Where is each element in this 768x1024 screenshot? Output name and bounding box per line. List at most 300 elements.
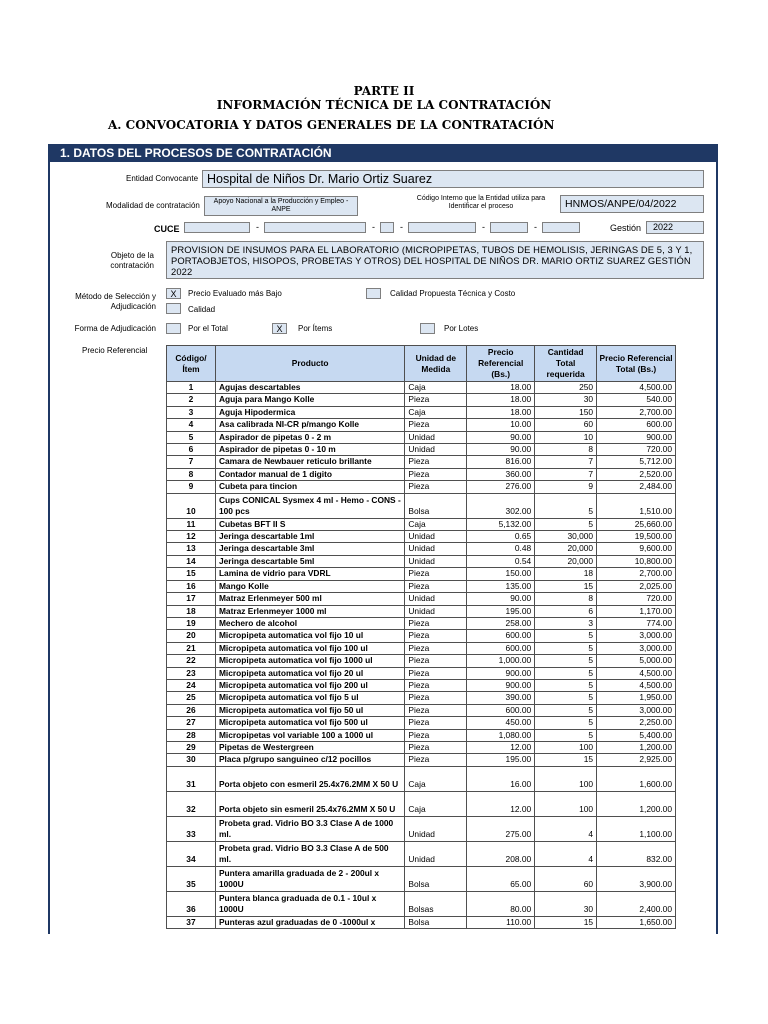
- item-code-cell: 6: [167, 444, 216, 456]
- unit-price-cell: 12.00: [467, 791, 535, 816]
- unit-price-cell: 90.00: [467, 431, 535, 443]
- product-cell: Porta objeto sin esmeril 25.4x76.2MM X 50 U: [215, 791, 404, 816]
- table-row: [167, 667, 676, 679]
- item-code-cell: 35: [167, 866, 216, 891]
- item-code-cell: 9: [167, 481, 216, 493]
- quantity-cell: 5: [535, 630, 597, 642]
- cuce-field-1[interactable]: [184, 222, 250, 233]
- unit-price-cell: 80.00: [467, 891, 535, 916]
- table-row: [167, 729, 676, 741]
- unit-cell: Pieza: [405, 754, 467, 766]
- product-cell: Micropipeta automatica vol fijo 100 ul: [215, 642, 404, 654]
- product-cell: Aspirador de pipetas 0 - 2 m: [215, 431, 404, 443]
- total-price-cell: 9,600.00: [597, 543, 676, 555]
- forma-option-3-label: Por Lotes: [444, 324, 479, 333]
- unit-price-cell: 900.00: [467, 679, 535, 691]
- total-price-cell: 1,200.00: [597, 741, 676, 753]
- cuce-field-3[interactable]: [380, 222, 394, 233]
- item-code-cell: 29: [167, 741, 216, 753]
- total-price-cell: 3,000.00: [597, 630, 676, 642]
- table-body: [167, 382, 676, 929]
- item-code-cell: 15: [167, 568, 216, 580]
- unit-price-cell: 258.00: [467, 617, 535, 629]
- unit-cell: Unidad: [405, 816, 467, 841]
- quantity-cell: 5: [535, 704, 597, 716]
- product-cell: Punteras azul graduadas de 0 -1000ul x: [215, 916, 404, 928]
- product-cell: Matraz Erlenmeyer 500 ml: [215, 593, 404, 605]
- product-cell: Mechero de alcohol: [215, 617, 404, 629]
- unit-cell: Pieza: [405, 468, 467, 480]
- total-price-cell: 3,000.00: [597, 642, 676, 654]
- metodo-label: Método de Selección y Adjudicación: [75, 292, 156, 311]
- product-cell: Jeringa descartable 5ml: [215, 555, 404, 567]
- product-cell: Contador manual de 1 digito: [215, 468, 404, 480]
- unit-price-cell: 12.00: [467, 741, 535, 753]
- item-code-cell: 22: [167, 655, 216, 667]
- unit-price-cell: 275.00: [467, 816, 535, 841]
- item-code-cell: 36: [167, 891, 216, 916]
- column-header: Producto: [215, 346, 404, 382]
- total-price-cell: 10,800.00: [597, 555, 676, 567]
- table-row: [167, 605, 676, 617]
- unit-price-cell: 1,000.00: [467, 655, 535, 667]
- item-code-cell: 1: [167, 382, 216, 394]
- quantity-cell: 60: [535, 419, 597, 431]
- unit-cell: Unidad: [405, 593, 467, 605]
- unit-cell: Unidad: [405, 555, 467, 567]
- total-price-cell: 2,700.00: [597, 406, 676, 418]
- item-code-cell: 18: [167, 605, 216, 617]
- product-cell: Pipetas de Westergreen: [215, 741, 404, 753]
- table-row: [167, 531, 676, 543]
- metodo-option-3-checkbox[interactable]: [166, 303, 181, 314]
- total-price-cell: 2,925.00: [597, 754, 676, 766]
- table-row: [167, 555, 676, 567]
- unit-price-cell: 390.00: [467, 692, 535, 704]
- unit-price-cell: 18.00: [467, 406, 535, 418]
- quantity-cell: 15: [535, 916, 597, 928]
- unit-price-cell: 195.00: [467, 605, 535, 617]
- unit-cell: Pieza: [405, 667, 467, 679]
- table-row: [167, 791, 676, 816]
- forma-option-1-label: Por el Total: [188, 324, 228, 333]
- table-row: [167, 655, 676, 667]
- quantity-cell: 8: [535, 593, 597, 605]
- total-price-cell: 2,025.00: [597, 580, 676, 592]
- product-cell: Mango Kolle: [215, 580, 404, 592]
- product-cell: Camara de Newbauer reticulo brillante: [215, 456, 404, 468]
- table-row: [167, 866, 676, 891]
- column-header: Precio Referencial Total (Bs.): [597, 346, 676, 382]
- cuce-dash: -: [482, 222, 485, 232]
- table-row: [167, 741, 676, 753]
- unit-price-cell: 360.00: [467, 468, 535, 480]
- total-price-cell: 1,100.00: [597, 816, 676, 841]
- precio-referencial-label: Precio Referencial: [82, 346, 148, 355]
- quantity-cell: 100: [535, 766, 597, 791]
- quantity-cell: 18: [535, 568, 597, 580]
- unit-cell: Caja: [405, 406, 467, 418]
- unit-price-cell: 18.00: [467, 394, 535, 406]
- total-price-cell: 2,484.00: [597, 481, 676, 493]
- unit-cell: Pieza: [405, 741, 467, 753]
- unit-price-cell: 900.00: [467, 667, 535, 679]
- product-cell: Micropipeta automatica vol fijo 200 ul: [215, 679, 404, 691]
- product-cell: Micropipeta automatica vol fijo 1000 ul: [215, 655, 404, 667]
- product-cell: Cubetas BFT II S: [215, 518, 404, 530]
- metodo-option-1-label: Precio Evaluado más Bajo: [188, 289, 282, 298]
- quantity-cell: 8: [535, 444, 597, 456]
- unit-price-cell: 16.00: [467, 766, 535, 791]
- forma-label: Forma de Adjudicación: [74, 324, 156, 333]
- unit-price-cell: 600.00: [467, 630, 535, 642]
- table-row: [167, 891, 676, 916]
- table-row: [167, 481, 676, 493]
- item-code-cell: 4: [167, 419, 216, 431]
- table-row: [167, 754, 676, 766]
- cuce-field-2[interactable]: [264, 222, 366, 233]
- item-code-cell: 17: [167, 593, 216, 605]
- total-price-cell: 5,000.00: [597, 655, 676, 667]
- quantity-cell: 6: [535, 605, 597, 617]
- unit-price-cell: 90.00: [467, 444, 535, 456]
- forma-option-1-checkbox[interactable]: [166, 323, 181, 334]
- unit-cell: Pieza: [405, 692, 467, 704]
- table-row: [167, 444, 676, 456]
- cuce-label: CUCE: [154, 224, 180, 234]
- total-price-cell: 720.00: [597, 593, 676, 605]
- product-cell: Aguja Hipodermica: [215, 406, 404, 418]
- quantity-cell: 150: [535, 406, 597, 418]
- table-row: [167, 679, 676, 691]
- unit-price-cell: 0.65: [467, 531, 535, 543]
- item-code-cell: 5: [167, 431, 216, 443]
- table-row: [167, 630, 676, 642]
- product-cell: Cubeta para tincion: [215, 481, 404, 493]
- quantity-cell: 20,000: [535, 543, 597, 555]
- quantity-cell: 30: [535, 891, 597, 916]
- item-code-cell: 34: [167, 841, 216, 866]
- modalidad-label: Modalidad de contratación: [106, 201, 200, 210]
- item-code-cell: 25: [167, 692, 216, 704]
- unit-price-cell: 65.00: [467, 866, 535, 891]
- quantity-cell: 5: [535, 493, 597, 518]
- quantity-cell: 15: [535, 580, 597, 592]
- quantity-cell: 7: [535, 456, 597, 468]
- table-row: [167, 468, 676, 480]
- unit-price-cell: 276.00: [467, 481, 535, 493]
- unit-price-cell: 302.00: [467, 493, 535, 518]
- product-cell: Jeringa descartable 3ml: [215, 543, 404, 555]
- table-row: [167, 431, 676, 443]
- item-code-cell: 33: [167, 816, 216, 841]
- item-code-cell: 19: [167, 617, 216, 629]
- item-code-cell: 13: [167, 543, 216, 555]
- unit-cell: Pieza: [405, 679, 467, 691]
- cuce-dash: -: [534, 222, 537, 232]
- unit-cell: Pieza: [405, 394, 467, 406]
- total-price-cell: 1,650.00: [597, 916, 676, 928]
- product-cell: Micropipeta automatica vol fijo 50 ul: [215, 704, 404, 716]
- quantity-cell: 5: [535, 717, 597, 729]
- total-price-cell: 2,400.00: [597, 891, 676, 916]
- metodo-option-2-checkbox[interactable]: [366, 288, 381, 299]
- item-code-cell: 7: [167, 456, 216, 468]
- section-1-title: 1. DATOS DEL PROCESOS DE CONTRATACIÓN: [48, 144, 718, 162]
- table-row: [167, 419, 676, 431]
- product-cell: Probeta grad. Vidrio BO 3.3 Clase A de 500 ml.: [215, 841, 404, 866]
- total-price-cell: 1,200.00: [597, 791, 676, 816]
- quantity-cell: 3: [535, 617, 597, 629]
- total-price-cell: 1,950.00: [597, 692, 676, 704]
- unit-cell: Pieza: [405, 729, 467, 741]
- unit-cell: Caja: [405, 518, 467, 530]
- item-code-cell: 26: [167, 704, 216, 716]
- quantity-cell: 15: [535, 754, 597, 766]
- table-row: [167, 568, 676, 580]
- item-code-cell: 28: [167, 729, 216, 741]
- product-cell: Micropipetas vol variable 100 a 1000 ul: [215, 729, 404, 741]
- quantity-cell: 9: [535, 481, 597, 493]
- product-cell: Micropipeta automatica vol fijo 10 ul: [215, 630, 404, 642]
- cuce-field-4[interactable]: [408, 222, 476, 233]
- unit-price-cell: 10.00: [467, 419, 535, 431]
- product-cell: Matraz Erlenmeyer 1000 ml: [215, 605, 404, 617]
- quantity-cell: 100: [535, 741, 597, 753]
- product-cell: Aspirador de pipetas 0 - 10 m: [215, 444, 404, 456]
- codigo-label: Código Interno que la Entidad utiliza para Identificar el proceso: [416, 195, 546, 210]
- total-price-cell: 4,500.00: [597, 667, 676, 679]
- quantity-cell: 250: [535, 382, 597, 394]
- unit-cell: Caja: [405, 382, 467, 394]
- item-code-cell: 24: [167, 679, 216, 691]
- unit-price-cell: 135.00: [467, 580, 535, 592]
- gestion-label: Gestión: [610, 223, 642, 233]
- product-cell: Micropipeta automatica vol fijo 5 ul: [215, 692, 404, 704]
- unit-cell: Caja: [405, 791, 467, 816]
- metodo-option-2-label: Calidad Propuesta Técnica y Costo: [390, 289, 516, 298]
- quantity-cell: 5: [535, 679, 597, 691]
- table-row: [167, 692, 676, 704]
- total-price-cell: 4,500.00: [597, 679, 676, 691]
- quantity-cell: 5: [535, 729, 597, 741]
- unit-cell: Bolsa: [405, 916, 467, 928]
- table-row: [167, 580, 676, 592]
- table-row: [167, 816, 676, 841]
- items-table: [166, 345, 676, 929]
- unit-cell: Bolsa: [405, 493, 467, 518]
- table-row: [167, 717, 676, 729]
- unit-cell: Bolsa: [405, 866, 467, 891]
- cuce-dash: -: [372, 222, 375, 232]
- item-code-cell: 30: [167, 754, 216, 766]
- total-price-cell: 900.00: [597, 431, 676, 443]
- forma-option-2-label: Por Ítems: [298, 324, 333, 333]
- item-code-cell: 8: [167, 468, 216, 480]
- product-cell: Aguja para Mango Kolle: [215, 394, 404, 406]
- unit-cell: Pieza: [405, 655, 467, 667]
- table-row: [167, 382, 676, 394]
- unit-price-cell: 1,080.00: [467, 729, 535, 741]
- quantity-cell: 5: [535, 642, 597, 654]
- table-row: [167, 617, 676, 629]
- item-code-cell: 23: [167, 667, 216, 679]
- quantity-cell: 100: [535, 791, 597, 816]
- unit-cell: Unidad: [405, 841, 467, 866]
- product-cell: Micropipeta automatica vol fijo 20 ul: [215, 667, 404, 679]
- product-cell: Puntera blanca graduada de 0.1 - 10ul x 1000U: [215, 891, 404, 916]
- item-code-cell: 37: [167, 916, 216, 928]
- column-header: Cantidad Total requerida: [535, 346, 597, 382]
- table-row: [167, 394, 676, 406]
- forma-option-2-checkbox[interactable]: X: [272, 323, 287, 334]
- total-price-cell: 1,170.00: [597, 605, 676, 617]
- quantity-cell: 10: [535, 431, 597, 443]
- product-cell: Jeringa descartable 1ml: [215, 531, 404, 543]
- metodo-option-1-checkbox[interactable]: X: [166, 288, 181, 299]
- total-price-cell: 2,250.00: [597, 717, 676, 729]
- table-row: [167, 642, 676, 654]
- product-cell: Asa calibrada NI-CR p/mango Kolle: [215, 419, 404, 431]
- unit-price-cell: 450.00: [467, 717, 535, 729]
- unit-price-cell: 816.00: [467, 456, 535, 468]
- cuce-dash: -: [256, 222, 259, 232]
- section-a-title: A. CONVOCATORIA Y DATOS GENERALES DE LA CONTRATACIÓN: [108, 118, 555, 132]
- quantity-cell: 5: [535, 692, 597, 704]
- codigo-field[interactable]: HNMOS/ANPE/04/2022: [560, 195, 704, 213]
- total-price-cell: 1,600.00: [597, 766, 676, 791]
- unit-cell: Pieza: [405, 704, 467, 716]
- item-code-cell: 16: [167, 580, 216, 592]
- unit-cell: Bolsas: [405, 891, 467, 916]
- table-row: [167, 916, 676, 928]
- table-row: [167, 704, 676, 716]
- total-price-cell: 720.00: [597, 444, 676, 456]
- unit-price-cell: 90.00: [467, 593, 535, 605]
- item-code-cell: 14: [167, 555, 216, 567]
- item-code-cell: 20: [167, 630, 216, 642]
- entidad-label: Entidad Convocante: [126, 174, 199, 183]
- unit-cell: Pieza: [405, 642, 467, 654]
- total-price-cell: 832.00: [597, 841, 676, 866]
- cuce-field-5[interactable]: [490, 222, 528, 233]
- product-cell: Micropipeta automatica vol fijo 500 ul: [215, 717, 404, 729]
- quantity-cell: 5: [535, 667, 597, 679]
- unit-cell: Pieza: [405, 568, 467, 580]
- total-price-cell: 5,712.00: [597, 456, 676, 468]
- product-cell: Porta objeto con esmeril 25.4x76.2MM X 50 U: [215, 766, 404, 791]
- forma-option-3-checkbox[interactable]: [420, 323, 435, 334]
- modalidad-field[interactable]: Apoyo Nacional a la Producción y Empleo - ANPE: [204, 196, 358, 216]
- unit-cell: Unidad: [405, 444, 467, 456]
- item-code-cell: 10: [167, 493, 216, 518]
- quantity-cell: 30: [535, 394, 597, 406]
- item-code-cell: 32: [167, 791, 216, 816]
- unit-price-cell: 600.00: [467, 704, 535, 716]
- cuce-field-6[interactable]: [542, 222, 580, 233]
- column-header: Precio Referencial (Bs.): [467, 346, 535, 382]
- unit-cell: Pieza: [405, 419, 467, 431]
- unit-price-cell: 150.00: [467, 568, 535, 580]
- unit-cell: Pieza: [405, 481, 467, 493]
- table-row: [167, 518, 676, 530]
- unit-cell: Pieza: [405, 630, 467, 642]
- table-row: [167, 841, 676, 866]
- item-code-cell: 11: [167, 518, 216, 530]
- table-row: [167, 493, 676, 518]
- unit-cell: Pieza: [405, 717, 467, 729]
- total-price-cell: 3,900.00: [597, 866, 676, 891]
- unit-price-cell: 0.54: [467, 555, 535, 567]
- item-code-cell: 31: [167, 766, 216, 791]
- total-price-cell: 774.00: [597, 617, 676, 629]
- product-cell: Agujas descartables: [215, 382, 404, 394]
- unit-cell: Pieza: [405, 580, 467, 592]
- objeto-field[interactable]: PROVISION DE INSUMOS PARA EL LABORATORIO (MICROPIPETAS, TUBOS DE HEMOLISIS, JERINGAS DE 5, 3 Y 1, PORTAOBJETOS, HISOPOS, PROBETAS Y OTROS) DEL HOSPITAL DE NIÑOS DR. MARIO ORTIZ SUAREZ GESTIÓN 2022: [166, 241, 704, 279]
- part-title: PARTE II: [353, 84, 415, 98]
- item-code-cell: 12: [167, 531, 216, 543]
- total-price-cell: 540.00: [597, 394, 676, 406]
- total-price-cell: 4,500.00: [597, 382, 676, 394]
- quantity-cell: 4: [535, 816, 597, 841]
- quantity-cell: 20,000: [535, 555, 597, 567]
- objeto-label: Objeto de la contratación: [110, 251, 154, 270]
- total-price-cell: 600.00: [597, 419, 676, 431]
- table-row: [167, 766, 676, 791]
- table-row: [167, 593, 676, 605]
- unit-price-cell: 208.00: [467, 841, 535, 866]
- quantity-cell: 4: [535, 841, 597, 866]
- total-price-cell: 19,500.00: [597, 531, 676, 543]
- quantity-cell: 30,000: [535, 531, 597, 543]
- total-price-cell: 25,660.00: [597, 518, 676, 530]
- quantity-cell: 5: [535, 518, 597, 530]
- table-row: [167, 543, 676, 555]
- product-cell: Placa p/grupo sanguineo c/12 pocillos: [215, 754, 404, 766]
- product-cell: Probeta grad. Vidrio BO 3.3 Clase A de 1000 ml.: [215, 816, 404, 841]
- unit-cell: Unidad: [405, 531, 467, 543]
- item-code-cell: 2: [167, 394, 216, 406]
- unit-cell: Unidad: [405, 543, 467, 555]
- unit-cell: Pieza: [405, 456, 467, 468]
- column-header: Unidad de Medida: [405, 346, 467, 382]
- unit-price-cell: 18.00: [467, 382, 535, 394]
- document-subtitle: INFORMACIÓN TÉCNICA DE LA CONTRATACIÓN: [216, 98, 552, 112]
- metodo-option-3-label: Calidad: [188, 305, 216, 314]
- unit-price-cell: 110.00: [467, 916, 535, 928]
- total-price-cell: 2,520.00: [597, 468, 676, 480]
- quantity-cell: 60: [535, 866, 597, 891]
- unit-price-cell: 600.00: [467, 642, 535, 654]
- product-cell: Puntera amarilla graduada de 2 - 200ul x 1000U: [215, 866, 404, 891]
- unit-price-cell: 195.00: [467, 754, 535, 766]
- total-price-cell: 5,400.00: [597, 729, 676, 741]
- quantity-cell: 5: [535, 655, 597, 667]
- gestion-field[interactable]: 2022: [646, 221, 704, 234]
- total-price-cell: 3,000.00: [597, 704, 676, 716]
- unit-price-cell: 0.48: [467, 543, 535, 555]
- total-price-cell: 2,700.00: [597, 568, 676, 580]
- table-row: [167, 406, 676, 418]
- unit-cell: Caja: [405, 766, 467, 791]
- unit-cell: Unidad: [405, 431, 467, 443]
- entidad-field[interactable]: Hospital de Niños Dr. Mario Ortiz Suarez: [202, 170, 704, 188]
- quantity-cell: 7: [535, 468, 597, 480]
- table-row: [167, 456, 676, 468]
- unit-price-cell: 5,132.00: [467, 518, 535, 530]
- unit-cell: Unidad: [405, 605, 467, 617]
- cuce-dash: -: [400, 222, 403, 232]
